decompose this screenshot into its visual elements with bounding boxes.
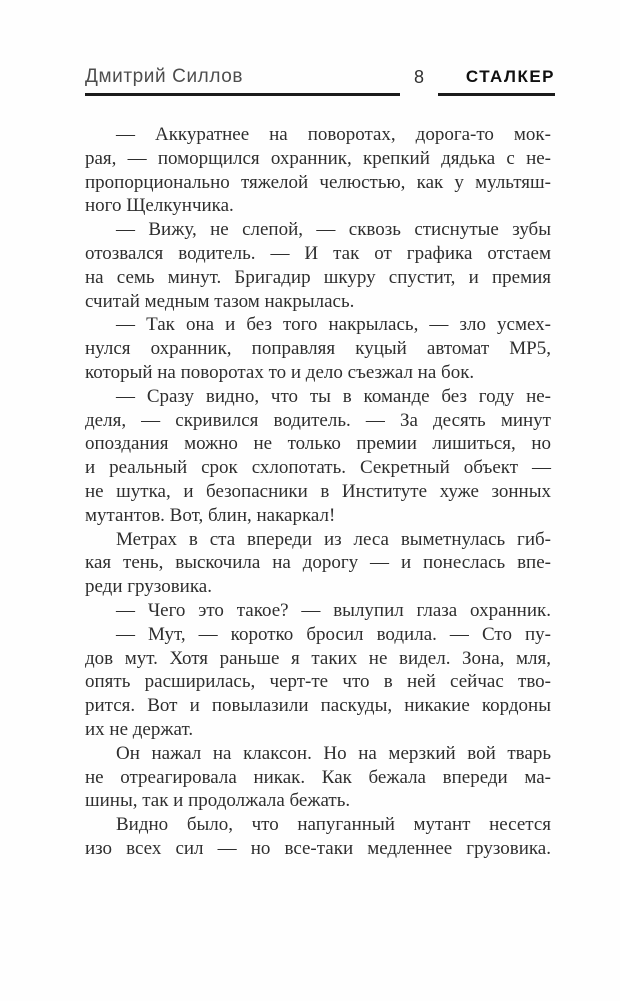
text-line: кая тень, выскочила на дорогу — и понеслась впе- [85, 552, 551, 574]
text-line: шины, так и продолжала бежать. [85, 790, 351, 812]
page-body [85, 123, 551, 861]
text-line: не отреагировала никак. Как бежала впереди ма- [85, 766, 551, 788]
text-line: который на поворотах то и дело съезжал на бок. [85, 361, 475, 383]
text-line: — Вижу, не слепой, — сквозь стиснутые зубы [116, 219, 551, 241]
text-line: — Мут, — коротко бросил водила. — Сто пу- [116, 623, 551, 645]
text-line: опоздания можно не только премии лишиться, но [85, 433, 551, 455]
header-author-section [85, 66, 400, 96]
paragraph [85, 742, 551, 813]
paragraph [85, 623, 551, 742]
text-line: Он нажал на клаксон. Но на мерзкий вой тварь [116, 742, 551, 764]
text-line: нулся охранник, поправляя куцый автомат МР5, [85, 338, 551, 360]
text-line: — Аккуратнее на поворотах, дорога-то мок- [116, 124, 551, 145]
text-line: мутантов. Вот, блин, накаркал! [85, 504, 336, 526]
text-line: — Так она и без того накрылась, — зло усмех- [116, 314, 551, 336]
paragraph [85, 813, 551, 861]
book-title: СТАЛКЕР [465, 67, 555, 86]
text-line: считай медным тазом накрылась. [85, 290, 355, 312]
text-line: не шутка, и безопасники в Институте хуже зонных [85, 480, 551, 502]
text-line: реди грузовика. [85, 576, 212, 598]
text-line: на семь минут. Бригадир шкуру спустит, и премия [85, 266, 551, 288]
text-line: деля, — скривился водитель. — За десять минут [85, 409, 551, 431]
text-line: их не держат. [85, 718, 194, 740]
text-line: изо всех сил — но все-таки медленнее грузовика. [85, 837, 551, 859]
paragraph [85, 313, 551, 384]
paragraph [85, 123, 551, 218]
page-number: 8 [413, 67, 424, 87]
text-line: Метрах в ста впереди из леса выметнулась гиб- [116, 528, 551, 550]
paragraph [85, 385, 551, 528]
paragraph [85, 599, 551, 623]
text-line: рая, — поморщился охранник, крепкий дядька с не- [85, 147, 551, 169]
text-line: ного Щелкунчика. [85, 195, 234, 217]
text-line: дов мут. Хотя раньше я таких не видел. Зона, мля, [85, 647, 551, 669]
text-line: — Чего это такое? — вылупил глаза охранник. [116, 599, 551, 621]
paragraph [85, 218, 551, 313]
text-line: отозвался водитель. — И так от графика отстаем [85, 242, 551, 264]
text-line: и реальный срок схлопотать. Секретный объект — [85, 457, 551, 479]
text-line: рится. Вот и повылазили паскуды, никакие кордоны [85, 695, 551, 717]
header-title-section [438, 67, 555, 96]
author-name: Дмитрий Силлов [85, 66, 244, 87]
running-header [85, 66, 555, 96]
text-line: пропорционально тяжелой челюстью, как у мультяш- [85, 171, 551, 193]
text-line: — Сразу видно, что ты в команде без году не- [116, 385, 551, 407]
text-line: опять расширилась, черт-те что в ней сейчас тво- [85, 671, 551, 693]
paragraph [85, 528, 551, 599]
text-line: Видно было, что напуганный мутант несется [116, 814, 551, 836]
